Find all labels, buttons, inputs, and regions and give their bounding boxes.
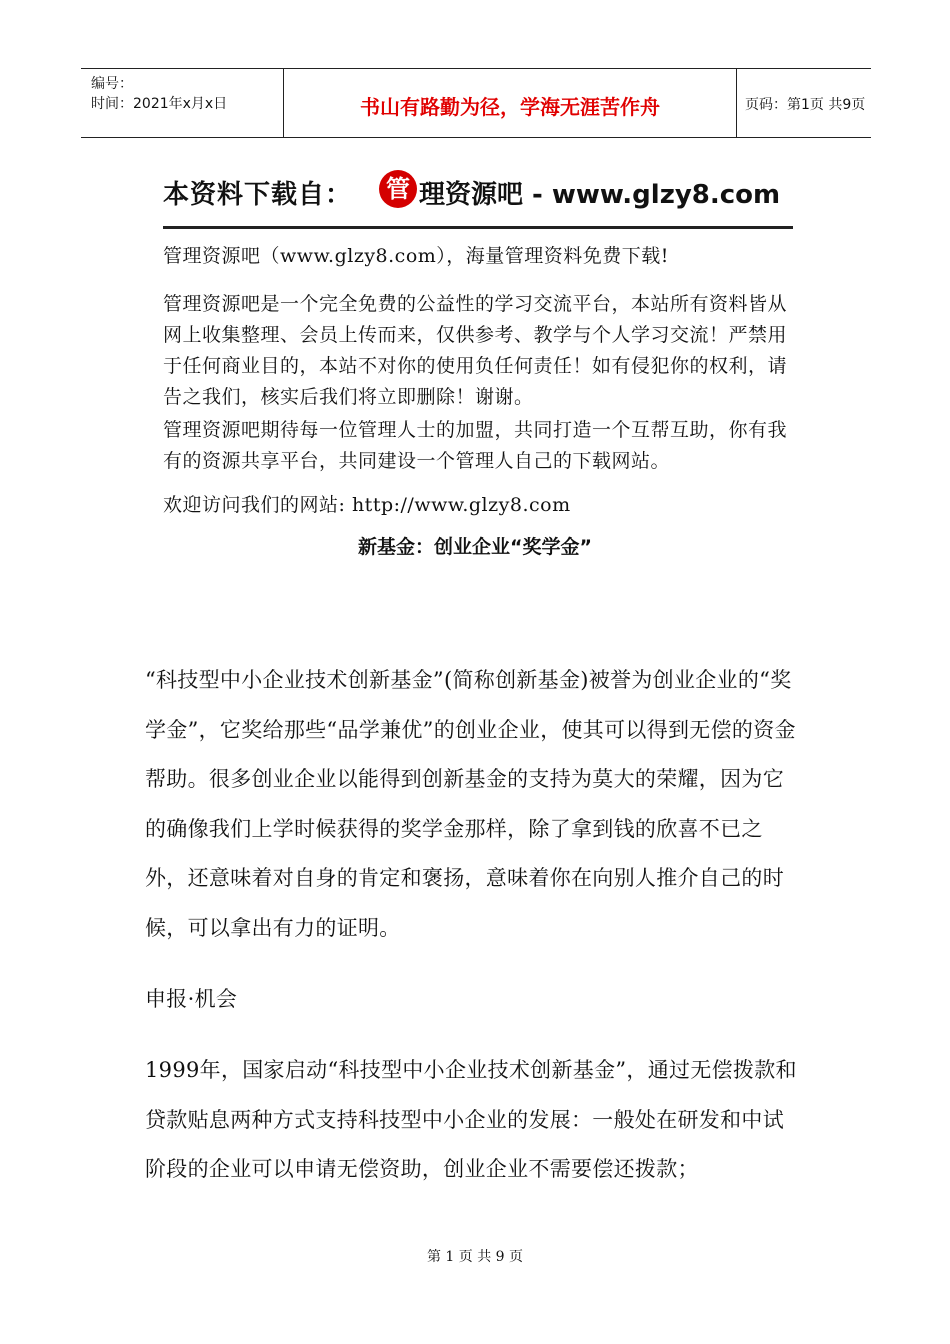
notice-line-1: 管理资源吧（www.glzy8.com），海量管理资料免费下载! [163,245,669,267]
page-info: 页码：第1页 共9页 [745,97,866,113]
download-banner [163,170,793,230]
header-motto-cell [284,69,737,137]
body-paragraph-3: 1999年，国家启动“科技型中小企业技术创新基金”，通过无偿拨款和贷款贴息两种方式支持科技型中小企业的发展：一般处在研发和中试阶段的企业可以申请无偿资助，创业企业不需要偿还拨款； [145,1058,797,1181]
number-label: 编号： [91,76,133,92]
header-table [81,68,871,138]
header-page-cell [737,69,871,137]
motto: 书山有路勤为径，学海无涯苦作舟 [360,95,660,119]
document-title: 新基金：创业企业“奖学金” [358,536,592,558]
section-heading: 申报·机会 [145,987,238,1011]
body-paragraph-1: “科技型中小企业技术创新基金”(简称创新基金)被誉为创业企业的“奖学金”，它奖给那些“品学兼优”的创业企业，使其可以得到无偿的资金帮助。很多创业企业以能得到创新基金的支持为莫大的荣耀，因为它的确像我们上学时候获得的奖学金那样，除了拿到钱的欣喜不已之外，还意味着对自身的肯定和褒扬，意味着你在向别人推介自己的时候，可以拿出有力的证明。 [145,668,796,940]
banner-brand: 理资源吧 - www.glzy8.com [419,180,781,210]
page-footer: 第 1 页 共 9 页 [426,1249,524,1265]
notice-paragraph-2: 管理资源吧是一个完全免费的公益性的学习交流平台，本站所有资料皆从网上收集整理、会员上传而来，仅供参考、教学与个人学习交流！严禁用于任何商业目的，本站不对你的使用负任何责任！如有侵犯你的权利，请告之我们，核实后我们将立即删除！谢谢。 [163,293,788,408]
banner-title: 本资料下载自： [163,180,353,210]
notice-visit-link[interactable]: 欢迎访问我们的网站: http://www.glzy8.com [163,494,571,516]
header-left-cell [81,69,284,137]
logo-badge-icon: 管 [379,170,417,208]
notice-paragraph-3: 管理资源吧期待每一位管理人士的加盟，共同打造一个互帮互助，你有我有的资源共享平台，共同建设一个管理人自己的下载网站。 [163,419,788,472]
banner-divider [163,226,793,229]
date-label: 时间：2021年x月x日 [91,96,228,112]
